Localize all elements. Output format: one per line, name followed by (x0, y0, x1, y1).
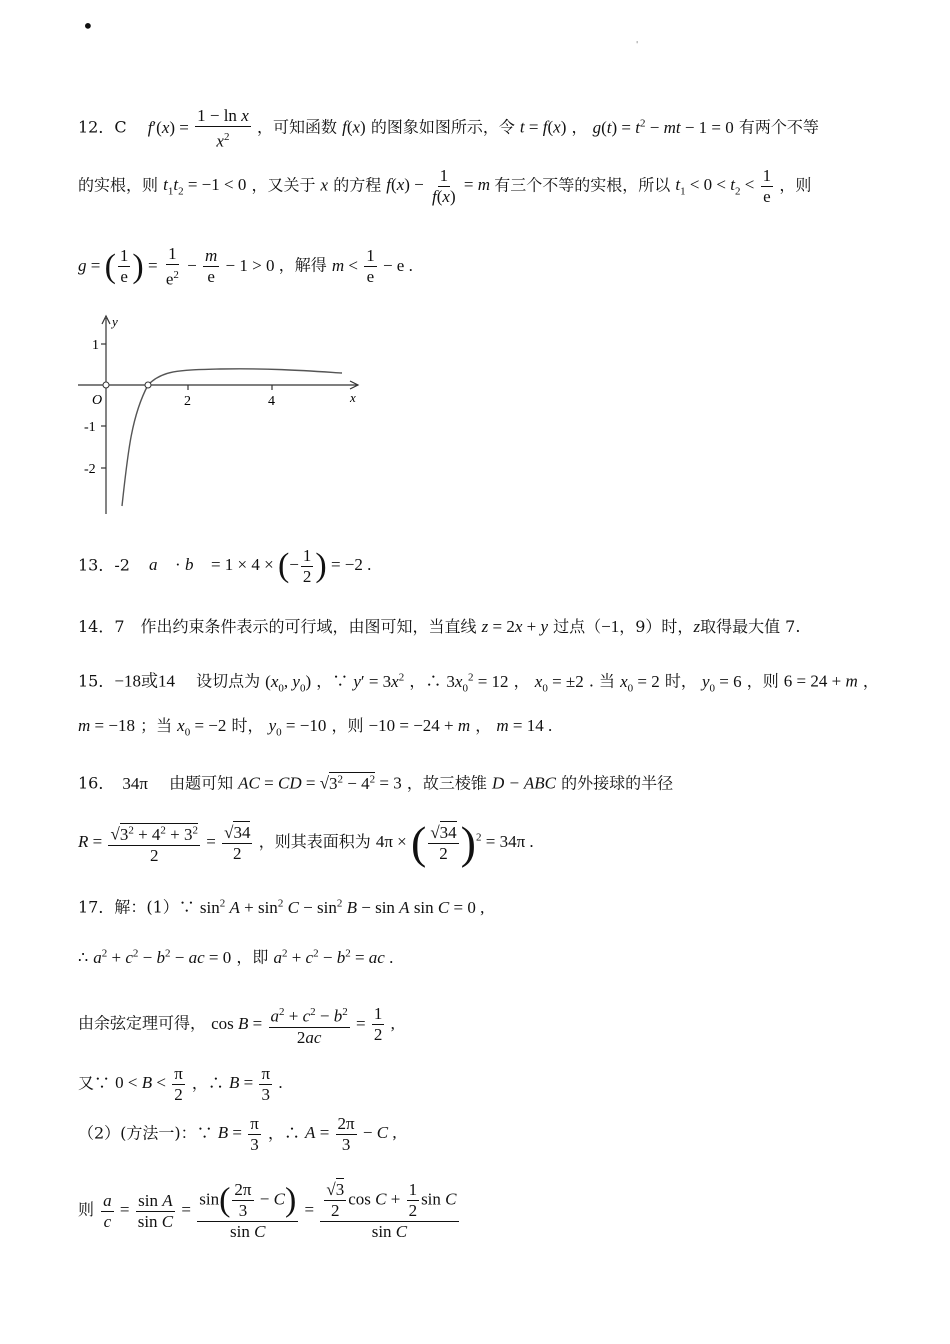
q16-text-3: 的外接球的半径 (561, 773, 674, 793)
q15-text-7: ，则 (746, 671, 779, 691)
q12-range: $t_1 < 0 < t_2$ < $\frac{1}{e}$ (675, 166, 772, 206)
q15-answer: −18或14 (114, 671, 175, 691)
q13-number: 13．-2 (78, 555, 130, 575)
q12-text-1: ，可知函数 (256, 117, 337, 137)
q12-text-5: 的实根，则 (78, 175, 159, 195)
y-tick-label-m2: -2 (84, 462, 96, 477)
q13-dot-product: a⃗ · b⃗ = 1 × 4 × (− $\frac{1}{2}$ ) = −2 . (149, 546, 372, 586)
q17-line-3: 由余弦定理可得， cos B = $\frac{a^2 + c^2 - b^2}{2ac}$ = $\frac{1}{2}$ , (78, 1002, 395, 1048)
q12-line-3 (78, 244, 413, 290)
top-tick: ' (636, 40, 639, 49)
q17-therefore: ∴ (78, 947, 89, 967)
q15-text-5: . 当 (588, 671, 616, 691)
q17-text-4: 又∵ (78, 1073, 111, 1093)
q15-text-4: ， (513, 671, 530, 691)
q16-line-1: 16． 34π 由题可知 AC = CD = $√3^2 - 4^2 = 3$ ，故三棱锥 D − ABC 的外接球的半径 (78, 773, 674, 793)
q17-line-2: ∴ $a^2 + c^2 - b^2$ − ac = 0 ，即 $a^2 + c^2 - b^2$ = ac . (78, 947, 394, 967)
q15-text-11: ，则 (331, 716, 364, 735)
q12-text-4: 有两个不等 (738, 117, 819, 137)
q15-text-9: ；当 (140, 716, 173, 735)
top-dot: • (82, 14, 94, 38)
y-tick-label-1: 1 (92, 338, 99, 353)
q12-text-9: ，则 (779, 175, 812, 195)
x-label: x (350, 390, 356, 405)
q12-derivative: f′(x) = $\frac{\text{1 − ln x}}{x^2}$ (147, 106, 249, 151)
q17-number: 17．解：(1）∵ (78, 897, 195, 917)
q13-line (78, 546, 371, 587)
q12-g-eval: g = ( $\frac{1}{e}$ ) = $\frac{1}{e^2}$ − $\frac{m}{e}$ − 1 > 0 (78, 244, 279, 289)
q15-text-8: ， (862, 671, 879, 691)
q15-number: 15． (78, 671, 115, 691)
q16-line-2: R = $\frac{√3^2 + 4^2 + 3^2}{2}$ = $\frac{√34}{2}$ ，则其表面积为 4π × ( $\frac{√34}{2}$ )$^2$ = 34π . (78, 817, 534, 868)
origin-label: O (92, 393, 103, 408)
q14-line: 14．7 作出约束条件表示的可行域，由图可知，当直线 z = 2x + y 过点（−1，9）时，z取得最大值 7. (78, 617, 801, 636)
q16-number: 16． (78, 773, 115, 793)
q14-line-eq: z = 2x + y (481, 617, 549, 636)
q12-number: 12．C (78, 117, 127, 137)
y-label: y (112, 314, 118, 329)
q15-text-2: ，∵ (316, 671, 349, 691)
q12-gt: $g(t) = t^2$ − mt − 1 = 0 (592, 117, 734, 137)
q14-text-2: 过点（ (553, 617, 602, 636)
q17-line-6: 则 $\frac{a}{c}$ = $\frac{\text{sin A}}{\text{sin C}}$ = sin( $\frac{2\pi}{3}$ − C) sin C = $\frac{√3}{2}$ cos C + $\frac{1}{2}$ sin C sin C (78, 1180, 457, 1241)
q17-text-6: （2）(方法一)：∵ (78, 1123, 213, 1143)
q15-line-2: m = −18 ；当 $x_0 = -2$ 时， $y_0 = -10$ ，则 −10 = −24 + m ， m = 14 . (78, 716, 553, 739)
q17-text-5: ，∴ (191, 1073, 224, 1093)
q12-text-8: 有三个不等的实根，所以 (494, 175, 671, 195)
q15-text-3: ，∴ (409, 671, 442, 691)
q12-equation: f(x) − $\frac{1}{f(x)}$ = m (386, 166, 490, 206)
origin-point (103, 382, 109, 388)
q12-x: x (320, 175, 329, 195)
q12-text-3: ， (571, 117, 588, 137)
q12-text-10: ，解得 (278, 255, 327, 275)
zero-point (145, 382, 151, 388)
q17-text-3: 由余弦定理可得， (78, 1013, 207, 1033)
x-tick-label-4: 4 (268, 394, 275, 409)
q17-text-7: ，∴ (267, 1123, 300, 1143)
q12-text-2: 的图象如图所示，令 (370, 117, 515, 137)
q16-text-4: ，则其表面积为 (258, 831, 371, 851)
q12-text-7: 的方程 (333, 175, 382, 195)
q12-line-2 (78, 166, 811, 207)
q17-text-8: 则 (78, 1199, 95, 1219)
q12-line-1 (78, 106, 819, 152)
q15-text-6: 时， (664, 671, 697, 691)
q12-t-def: t = f(x) (519, 117, 567, 137)
q15-text-12: ， (475, 716, 492, 735)
function-graph (70, 310, 370, 520)
q15-text-1: 设切点为 (180, 671, 261, 691)
q17-text-2: ，即 (236, 947, 269, 967)
curve (122, 369, 342, 506)
y-tick-label-m1: -1 (84, 420, 96, 435)
q12-product: $t_1t_2 = -1 < 0$ (163, 175, 247, 198)
q17-line-4: 又∵ 0 < B < $\frac{\pi}{2}$ ，∴ B = $\frac{\pi}{3}$ . (78, 1064, 283, 1104)
q14-text-1: 14．7 作出约束条件表示的可行域，由图可知，当直线 (78, 617, 477, 636)
q15-point: ($x_0$, $y_0$) (265, 671, 312, 695)
x-tick-label-2: 2 (184, 394, 191, 409)
q12-result: m < $\frac{1}{e}$ − e . (331, 246, 413, 287)
q16-answer: 34π (122, 773, 148, 793)
q12-text-6: ，又关于 (251, 175, 316, 195)
q12-fx: f(x) (342, 117, 366, 137)
q16-text-1: 由题可知 (153, 773, 234, 793)
q17-line-5: （2）(方法一)：∵ B = $\frac{\pi}{3}$ ，∴ A = $\frac{2\pi}{3}$ − C , (78, 1114, 397, 1154)
q14-text-3: ，9）时， (619, 617, 694, 636)
q15-line-1: 15．−18或14 设切点为 ($x_0$, $y_0$) ，∵ $y' = 3x^2$ ，∴ $3x_0^2 = 12$ ， $x_0 = \pm 2$ . 当 $x_0 = 2$ 时， $y_0 = 6$ ，则 6 = 24 + m ， (78, 671, 879, 695)
q15-text-10: 时， (231, 716, 264, 735)
q16-text-2: ，故三棱锥 (406, 773, 487, 793)
q17-line-1: 17．解：(1）∵ $\sin^2 A + \sin^2 C - \sin^2 B - \sin A$ sin C = 0 , (78, 897, 485, 917)
q14-text-4: 取得最大值 7. (700, 617, 801, 636)
